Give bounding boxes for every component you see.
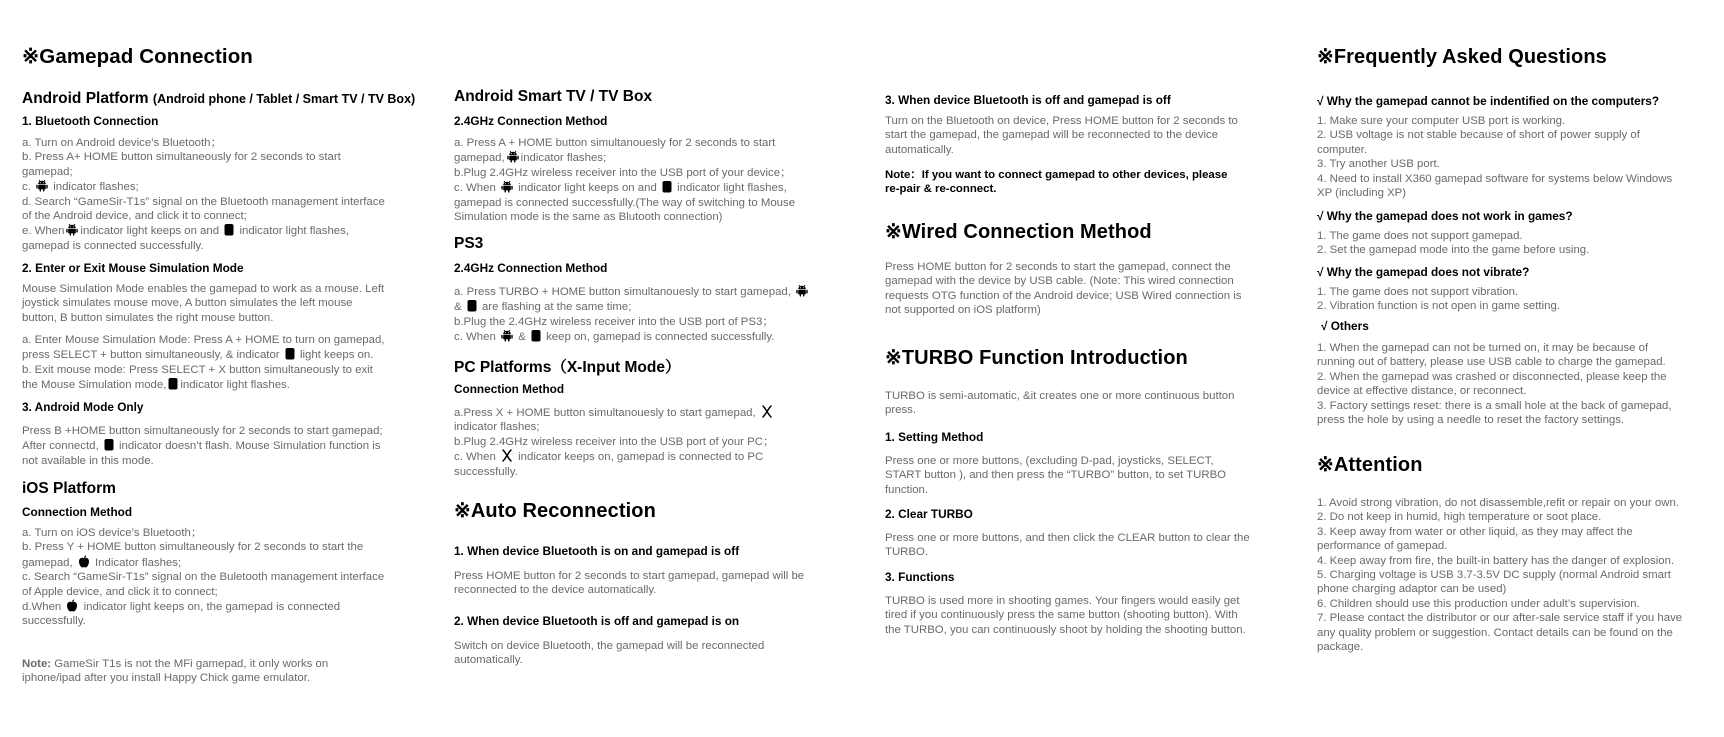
text-fragment: e. When: [22, 225, 65, 238]
ios-platform-title: iOS Platform: [22, 480, 116, 497]
android-platform-subtitle: (Android phone / Tablet / Smart TV / TV Box): [152, 92, 416, 106]
text-line: 1. The game does not support vibration.: [1317, 286, 1519, 298]
text-line: b.Plug 2.4GHz wireless receiver into the USB port of your PC；: [454, 435, 775, 448]
android-mode-only-heading: 3. Android Mode Only: [22, 400, 144, 414]
text-line: Press one or more buttons, and then click the CLEAR button to clear the: [885, 532, 1250, 544]
bluetooth-connection-heading: 1. Bluetooth Connection: [22, 114, 159, 128]
text-fragment: c.: [22, 181, 31, 194]
text-line: [22, 347, 384, 362]
text-line: the TURBO, you can continuously shoot by holding the shooting button.: [885, 623, 1246, 636]
ios-connection-steps: [22, 526, 384, 629]
text-line: any quality problem or suggestion. Contact details can be found on the: [1317, 626, 1673, 639]
text-fragment: a.Press X + HOME button simultanouesly to start gamepad,: [454, 407, 756, 419]
text-line: [22, 599, 384, 614]
turbo-intro-text: [885, 389, 1234, 418]
text-line: Press HOME button for 2 seconds to start gamepad, gamepad will be: [454, 570, 805, 582]
text-line: a. Enter Mouse Simulation Mode: Press A + HOME to turn on gamepad,: [22, 334, 385, 346]
pc-steps: [454, 405, 775, 479]
text-line: successfully.: [454, 465, 518, 478]
text-line: running out of battery, please use USB cable to charge the gamepad.: [1317, 356, 1666, 369]
section-title-turbo: ※TURBO Function Introduction: [885, 347, 1188, 369]
text-line: computer.: [1317, 143, 1368, 156]
xbox-icon: [501, 449, 513, 462]
text-fragment: &: [518, 331, 526, 344]
mouse-mode-steps: [22, 333, 384, 393]
text-fragment: light keeps on.: [299, 349, 374, 362]
attention-list: [1317, 496, 1682, 654]
text-line: 3. Keep away from water or other liquid, as they may affect the: [1317, 525, 1633, 538]
auto-reconnect-case-3-heading: 3. When device Bluetooth is off and gamepad is off: [885, 93, 1171, 107]
text-line: 6. Children should use this production under adult’s supervision.: [1317, 597, 1640, 610]
text-line: gamepad is connected successfully.: [22, 239, 204, 252]
text-line: button, B button simulates the right mouse button.: [22, 311, 274, 324]
text-line: gamepad is connected successfully.(The way of switching to Mouse: [454, 196, 796, 209]
text-line: 7. Please contact the distributor or our after-sale service staff if you have: [1317, 612, 1683, 625]
battery-icon: [168, 377, 178, 390]
text-fragment: a. Press TURBO + HOME button simultanouesly to start gamepad,: [454, 286, 791, 298]
faq-question-3: √ Why the gamepad does not vibrate?: [1317, 265, 1530, 279]
android-icon: [36, 179, 48, 192]
text-line: joystick simulates mouse move, A button simulates the left mouse: [22, 297, 353, 310]
android-tv-steps: [454, 136, 795, 224]
text-line: [22, 377, 384, 392]
battery-icon: [467, 299, 477, 312]
text-line: [22, 179, 385, 194]
text-fragment: the Mouse Simulation mode,: [22, 379, 167, 392]
android-platform-heading: [22, 90, 415, 108]
text-line: automatically.: [885, 143, 954, 156]
section-title-attention: ※Attention: [1317, 454, 1423, 476]
text-line: [22, 438, 383, 453]
faq-answer-3: [1317, 285, 1560, 314]
android-tv-method-heading: 2.4GHz Connection Method: [454, 114, 608, 128]
android-icon: [66, 223, 78, 236]
faq-question-2: √ Why the gamepad does not work in games?: [1317, 209, 1573, 223]
text-line: successfully.: [22, 615, 86, 628]
text-line: [454, 150, 795, 165]
text-line: a. Press A + HOME button simultanouesly for 2 seconds to start: [454, 137, 776, 149]
text-fragment: gamepad,: [454, 152, 505, 165]
text-line: not available in this mode.: [22, 454, 154, 467]
ps3-steps: [454, 284, 810, 345]
text-line: Simulation mode is the same as Blutooth connection): [454, 211, 723, 224]
ios-note: [22, 657, 328, 686]
android-icon: [501, 180, 513, 193]
text-line: package.: [1317, 641, 1364, 654]
text-line: Press HOME button for 2 seconds to start the gamepad, connect the: [885, 261, 1231, 273]
text-fragment: &: [454, 301, 462, 314]
text-fragment: GameSir T1s is not the MFi gamepad, it only works on: [54, 658, 329, 670]
text-fragment: indicator light flashes,: [239, 225, 349, 238]
text-line: b. Press Y + HOME button simultaneously for 2 seconds to start the: [22, 541, 364, 554]
note-label: Note:: [22, 658, 52, 670]
android-icon: [507, 150, 519, 163]
text-line: automatically.: [454, 654, 523, 667]
text-line: [454, 299, 810, 314]
android-mode-only-text: [22, 424, 383, 468]
text-line: Press one or more buttons, (excluding D-pad, joysticks, SELECT,: [885, 455, 1214, 467]
text-fragment: indicator keeps on, gamepad is connected to PC: [518, 451, 764, 464]
text-line: [454, 405, 775, 420]
mouse-mode-heading: 2. Enter or Exit Mouse Simulation Mode: [22, 261, 244, 275]
turbo-setting-text: [885, 454, 1226, 497]
battery-icon: [224, 223, 234, 236]
battery-icon: [104, 438, 114, 451]
text-fragment: indicator light flashes,: [677, 182, 787, 195]
text-line: [22, 555, 384, 570]
auto-reconnect-case-2-text: [454, 639, 764, 668]
text-line: Mouse Simulation Mode enables the gamepad to work as a mouse. Left: [22, 283, 385, 295]
text-fragment: indicator flashes;: [520, 152, 607, 165]
text-line: [22, 223, 385, 238]
text-fragment: Indicator flashes;: [95, 556, 182, 569]
text-line: 4. Need to install X360 gamepad software for systems below Windows: [1317, 172, 1673, 185]
turbo-functions-heading: 3. Functions: [885, 570, 955, 584]
text-line: performance of gamepad.: [1317, 540, 1448, 553]
text-fragment: After connectd,: [22, 440, 99, 453]
ps3-method-heading: 2.4GHz Connection Method: [454, 261, 608, 275]
text-line: press.: [885, 404, 917, 417]
text-fragment: c. When: [454, 331, 496, 344]
mouse-mode-description: [22, 282, 384, 325]
text-line: Switch on device Bluetooth, the gamepad will be reconnected: [454, 640, 765, 652]
text-fragment: d.When: [22, 601, 62, 614]
text-line: b.Plug 2.4GHz wireless receiver into the USB port of your device；: [454, 166, 792, 179]
text-fragment: c. When: [454, 451, 496, 464]
text-line: Press B +HOME button simultaneously for 2 seconds to start gamepad;: [22, 425, 383, 437]
text-line: START button ), and then press the “TURBO” button, to set TURBO: [885, 469, 1227, 482]
bluetooth-connection-steps: [22, 136, 385, 253]
android-platform-title: Android Platform: [22, 90, 149, 107]
faq-question-1: √ Why the gamepad cannot be indentified on the computers?: [1317, 94, 1660, 108]
battery-icon: [285, 347, 295, 360]
ps3-title: PS3: [454, 235, 484, 252]
text-line: 2. Vibration function is not open in game setting.: [1317, 300, 1560, 313]
text-line: [454, 284, 810, 299]
text-fragment: indicator doesn’t flash. Mouse Simulation function is: [118, 440, 381, 453]
text-line: b.Plug the 2.4GHz wireless receiver into the USB port of PS3；: [454, 315, 774, 328]
text-fragment: c. When: [454, 182, 496, 195]
text-fragment: indicator light keeps on and: [518, 182, 657, 195]
text-line: indicator flashes;: [454, 421, 540, 434]
android-icon: [501, 329, 513, 342]
ios-connection-heading: Connection Method: [22, 505, 133, 519]
auto-reconnect-case-3-text: [885, 114, 1238, 157]
text-line: Turn on the Bluetooth on device, Press HOME button for 2 seconds to: [885, 115, 1238, 127]
text-line: gamepad with the device by USB cable. (Note: This wired connection: [885, 275, 1234, 288]
text-line: TURBO.: [885, 546, 929, 559]
text-fragment: are flashing at the same time;: [481, 301, 632, 314]
pc-platforms-title: PC Platforms（X-Input Mode）: [454, 359, 681, 376]
text-line: 3. Factory settings reset: there is a small hole at the back of gamepad,: [1317, 399, 1672, 412]
battery-icon: [531, 329, 541, 342]
text-line: start the gamepad, the gamepad will be reconnected to the device: [885, 129, 1219, 142]
faq-answer-2: [1317, 229, 1589, 258]
text-line: [454, 180, 795, 195]
text-line: 3. Try another USB port.: [1317, 158, 1440, 171]
text-line: a. Turn on iOS device’s Bluetooth；: [22, 527, 203, 539]
text-line: function.: [885, 483, 929, 496]
text-line: TURBO is used more in shooting games. Your fingers would easily get: [885, 595, 1240, 607]
turbo-clear-text: [885, 531, 1250, 560]
text-line: c. Search “GameSir-T1s” signal on the Buletooth management interface: [22, 571, 385, 584]
text-line: b. Exit mouse mode: Press SELECT + X button simultaneously to exit: [22, 363, 373, 376]
battery-icon: [662, 180, 672, 193]
text-line: XP (including XP): [1317, 187, 1407, 200]
text-line: 2. When the gamepad was crashed or disconnected, please keep the: [1317, 370, 1667, 383]
section-title-gamepad-connection: ※Gamepad Connection: [22, 45, 253, 68]
text-line: device at effective distance, or reconnect.: [1317, 385, 1527, 398]
wired-connection-text: [885, 260, 1241, 318]
apple-icon: [78, 555, 90, 568]
text-line: re-pair & re-connect.: [885, 183, 997, 196]
text-line: [454, 329, 810, 344]
text-line: 1. When the gamepad can not be turned on, it may be because of: [1317, 342, 1649, 354]
xbox-icon: [761, 405, 773, 418]
text-line: TURBO is semi-automatic, &it creates one or more continuous button: [885, 390, 1235, 402]
text-fragment: press SELECT + button simultaneously, & indicator: [22, 349, 280, 362]
faq-question-4: √ Others: [1321, 319, 1369, 333]
text-fragment: indicator light keeps on and: [80, 225, 220, 238]
text-line: reconnected to the device automatically.: [454, 584, 657, 597]
text-line: a. Turn on Android device’s Bluetooth；: [22, 137, 222, 149]
turbo-clear-heading: 2. Clear TURBO: [885, 507, 973, 521]
text-line: 4. Keep away from fire, the built-in battery has the danger of explosion.: [1317, 554, 1675, 567]
section-title-auto-reconnection: ※Auto Reconnection: [454, 500, 656, 522]
text-line: 1. Make sure your computer USB port is working.: [1317, 115, 1566, 127]
text-line: tired if you continuously press the same button (shooting button). With: [885, 609, 1238, 622]
text-line: b. Press A+ HOME button simultaneously for 2 seconds to start: [22, 151, 341, 164]
text-line: 5. Charging voltage is USB 3.7-3.5V DC supply (normal Android smart: [1317, 569, 1671, 582]
text-line: [454, 449, 775, 464]
text-line: gamepad;: [22, 165, 73, 178]
text-line: 2. Do not keep in humid, high temperature or soot place.: [1317, 511, 1602, 524]
text-line: [22, 657, 328, 671]
text-line: 2. Set the gamepad mode into the game before using.: [1317, 244, 1590, 257]
text-line: of the Android device, and click it to connect;: [22, 210, 247, 223]
text-fragment: indicator light flashes.: [180, 379, 290, 392]
text-fragment: keep on, gamepad is connected successfully.: [546, 331, 775, 344]
text-line: of Apple device, and click it to connect;: [22, 585, 218, 598]
android-tv-title: Android Smart TV / TV Box: [454, 88, 653, 105]
text-line: 2. USB voltage is not stable because of short of power supply of: [1317, 129, 1640, 142]
turbo-setting-heading: 1. Setting Method: [885, 430, 984, 444]
android-icon: [796, 284, 808, 297]
text-line: phone charging adaptor can be used): [1317, 583, 1507, 596]
apple-icon: [66, 599, 78, 612]
text-line: Note：If you want to connect gamepad to other devices, please: [885, 169, 1228, 181]
section-title-wired-connection: ※Wired Connection Method: [885, 221, 1152, 243]
text-line: 1. Avoid strong vibration, do not disassemble,refit or repair on your own.: [1317, 497, 1679, 509]
auto-reconnect-case-2-heading: 2. When device Bluetooth is off and gamepad is on: [454, 614, 740, 628]
auto-reconnect-case-1-heading: 1. When device Bluetooth is on and gamepad is off: [454, 544, 740, 558]
text-line: d. Search “GameSir-T1s” signal on the Bluetooth management interface: [22, 195, 385, 208]
text-line: iphone/ipad after you install Happy Chick game emulator.: [22, 672, 311, 685]
re-pair-note: [885, 168, 1227, 197]
auto-reconnect-case-1-text: [454, 569, 804, 598]
text-fragment: indicator flashes;: [53, 181, 139, 194]
text-fragment: indicator light keeps on, the gamepad is connected: [83, 601, 341, 614]
faq-answer-4: [1317, 341, 1672, 427]
text-line: press the hole by using a needle to reset the factory settings.: [1317, 414, 1625, 427]
text-line: requests OTG function of the Android device; USB Wired connection is: [885, 289, 1242, 302]
text-fragment: gamepad,: [22, 556, 73, 569]
text-line: 1. The game does not support gamepad.: [1317, 230, 1523, 242]
text-line: not supported on iOS platform): [885, 304, 1041, 317]
turbo-functions-text: [885, 594, 1246, 637]
section-title-faq: ※Frequently Asked Questions: [1317, 46, 1607, 68]
pc-method-heading: Connection Method: [454, 382, 565, 396]
faq-answer-1: [1317, 114, 1672, 200]
